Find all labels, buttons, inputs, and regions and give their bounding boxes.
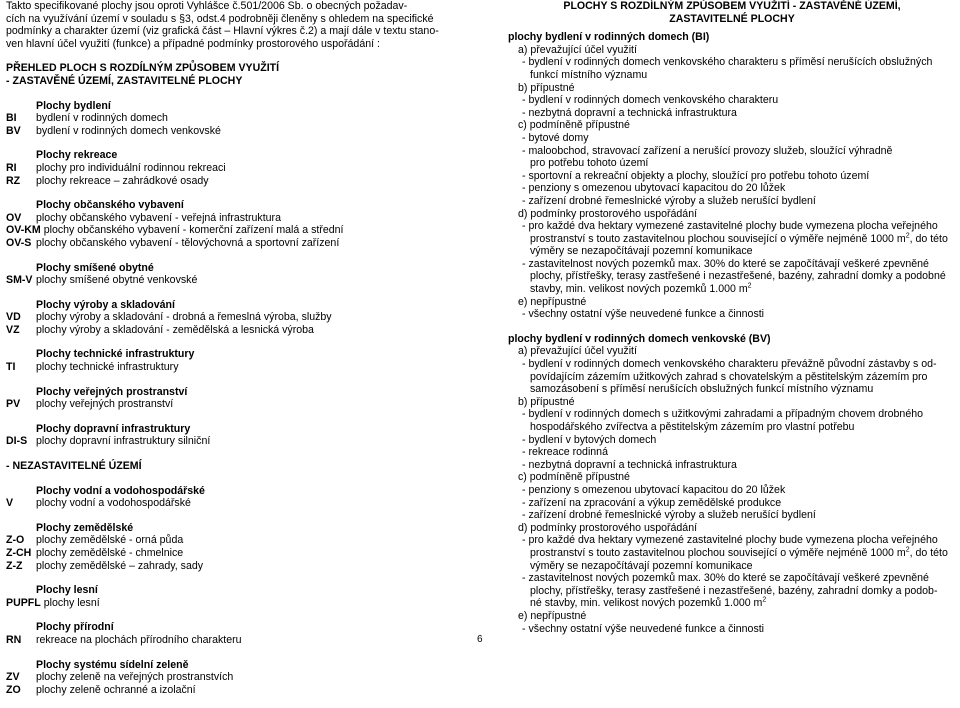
area-description: plochy zemědělské - chmelnice <box>36 547 184 559</box>
condition-text: - pro každé dva hektary vymezené zastavitelné plochy bude vymezena plocha veřejného <box>522 220 938 233</box>
area-type-row <box>6 224 472 237</box>
condition-text: - nezbytná dopravní a technická infrastruktura <box>522 106 737 119</box>
condition-line <box>508 383 956 396</box>
right-column <box>508 0 956 635</box>
built-area-groups <box>6 100 472 460</box>
area-type-row <box>6 597 472 610</box>
area-type-row <box>6 311 472 324</box>
bv-conditions <box>508 345 956 635</box>
category-heading: Plochy rekreace <box>36 149 118 162</box>
condition-line <box>508 371 956 384</box>
area-code: V <box>6 497 14 510</box>
condition-line <box>508 94 956 107</box>
condition-line <box>508 358 956 371</box>
condition-text: plochy, přístřešky, terasy zastřešené i nezastřešené, bazény, zahradní domky a podob- <box>530 584 938 597</box>
area-type-row <box>6 361 472 374</box>
condition-line <box>508 345 956 358</box>
area-description: plochy dopravní infrastruktury silniční <box>36 435 211 448</box>
area-description: bydlení v rodinných domech <box>36 112 168 125</box>
condition-line <box>508 182 956 195</box>
area-type-row <box>6 112 472 125</box>
condition-text-continued: , do této <box>909 546 948 559</box>
condition-line <box>508 509 956 522</box>
area-description: plochy technické infrastruktury <box>36 361 179 374</box>
condition-text: - pro každé dva hektary vymezené zastavitelné plochy bude vymezena plocha veřejného <box>522 534 938 547</box>
condition-text: - rekreace rodinná <box>522 446 608 459</box>
area-description: plochy výroby a skladování - drobná a řemeslná výroba, služby <box>36 311 332 324</box>
bi-heading: plochy bydlení v rodinných domech (BI) <box>508 31 710 44</box>
condition-text: plochy, přístřešky, terasy zastřešené i nezastřešené, bazény, zahradní domky a podobné <box>530 270 946 283</box>
condition-line <box>508 497 956 510</box>
condition-line <box>508 220 956 233</box>
area-code: OV-KM <box>6 224 41 237</box>
category-heading: Plochy technické infrastruktury <box>36 348 195 361</box>
area-code: Z-Z <box>6 559 23 572</box>
area-type-row <box>6 684 472 697</box>
condition-text: - bydlení v rodinných domech s užitkovými zahradami a případným chovem drobného <box>522 408 923 421</box>
area-description: bydlení v rodinných domech venkovské <box>36 124 221 137</box>
area-description: plochy veřejných prostranství <box>36 398 174 411</box>
intro-line: cích na využívání území v souladu s §3, odst.4 podrobněji členěny s ohledem na specifické <box>6 12 434 25</box>
area-type-row <box>6 547 472 560</box>
area-description: plochy vodní a vodohospodářské <box>36 497 191 510</box>
area-code: RI <box>6 161 17 174</box>
condition-line <box>508 308 956 321</box>
condition-line <box>508 82 956 95</box>
overview-title: PŘEHLED PLOCH S ROZDÍLNÝM ZPŮSOBEM VYUŽITÍ <box>6 62 280 75</box>
category-heading: Plochy systému sídelní zeleně <box>36 658 189 671</box>
condition-line <box>508 44 956 57</box>
condition-line <box>508 245 956 258</box>
category-heading: Plochy občanského vybavení <box>36 199 184 212</box>
area-type-row <box>6 435 472 448</box>
condition-text: - nezbytná dopravní a technická infrastruktura <box>522 458 737 471</box>
unit-superscript: 2 <box>905 232 910 240</box>
condition-text: prostranství s touto zastavitelnou plochou související o výměře nejméně 1000 m <box>530 546 906 559</box>
condition-line <box>508 69 956 82</box>
condition-text: - všechny ostatní výše neuvedené funkce a činnosti <box>522 308 765 321</box>
area-description: plochy smíšené obytné venkovské <box>36 274 198 287</box>
area-type-row <box>6 398 472 411</box>
intro-line: podmínky a charakter území (viz grafická část – Hlavní výkres č.2) a mají dále v textu stano- <box>6 25 439 38</box>
left-column <box>6 0 472 708</box>
area-code: Z-CH <box>6 547 32 559</box>
area-type-row <box>6 560 472 573</box>
condition-line <box>508 132 956 145</box>
category-heading: Plochy lesní <box>36 584 98 597</box>
intro-line: Takto specifikované plochy jsou oproti Vyhlášce č.501/2006 Sb. o obecných požadav- <box>6 0 408 12</box>
condition-line <box>508 446 956 459</box>
area-description: plochy pro individuální rodinnou rekreaci <box>36 161 226 174</box>
built-area-title: - ZASTAVĚNÉ ÚZEMÍ, ZASTAVITELNÉ PLOCHY <box>6 74 243 87</box>
area-code: VZ <box>6 323 20 336</box>
condition-line <box>508 484 956 497</box>
intro-paragraph <box>6 0 472 50</box>
area-type-row <box>6 212 472 225</box>
condition-line <box>508 56 956 69</box>
condition-text: né stavby, min. velikost nových pozemků 1.000 m <box>530 597 763 610</box>
condition-line <box>508 145 956 158</box>
condition-text: stavby, min. velikost nových pozemků 1.000 m <box>530 283 748 296</box>
area-code: OV-S <box>6 236 32 249</box>
condition-line <box>508 547 956 560</box>
condition-text: c) podmíněně přípustné <box>518 471 630 484</box>
unbuilt-area-groups <box>6 485 472 708</box>
condition-text: a) převažující účel využití <box>518 345 637 358</box>
condition-line <box>508 534 956 547</box>
condition-line <box>508 208 956 221</box>
unbuilt-area-title: - NEZASTAVITELNÉ ÚZEMÍ <box>6 460 142 473</box>
condition-text: - zařízení drobné řemeslnické výroby a služeb nerušící bydlení <box>522 194 816 207</box>
condition-line <box>508 119 956 132</box>
condition-text: povídajícím zázemím užitkových zahrad s chovatelským a pěstitelským zázemím pro <box>530 370 928 383</box>
condition-line <box>508 623 956 636</box>
condition-text: - bydlení v bytových domech <box>522 433 657 446</box>
condition-line <box>508 572 956 585</box>
condition-text: a) převažující účel využití <box>518 43 637 56</box>
area-type-row <box>6 162 472 175</box>
condition-text: - bydlení v rodinných domech venkovského charakteru převážně původní zástavby s od- <box>522 358 937 371</box>
area-type-row <box>6 534 472 547</box>
area-code: ZV <box>6 671 20 684</box>
area-type-row <box>6 175 472 188</box>
category-heading: Plochy veřejných prostranství <box>36 385 188 398</box>
condition-text: výměry se nezapočítávají pozemní komunikace <box>530 245 753 258</box>
condition-line <box>508 283 956 296</box>
intro-line: ven hlavní účel využití (funkce) a případné podmínky prostorového uspořádání : <box>6 37 380 50</box>
area-code: ZO <box>6 683 21 696</box>
unit-superscript: 2 <box>747 282 752 290</box>
area-code: SM-V <box>6 274 33 287</box>
area-type-row <box>6 125 472 138</box>
condition-text: b) přípustné <box>518 395 575 408</box>
condition-text: hospodářského zvířectva a pěstitelským zázemím pro vlastní potřebu <box>530 421 855 433</box>
area-description: plochy rekreace – zahrádkové osady <box>36 174 209 187</box>
section-title-line2: ZASTAVITELNÉ PLOCHY <box>669 12 795 25</box>
condition-text: - bydlení v rodinných domech venkovského charakteru s příměsí nerušících obslužných <box>522 56 933 69</box>
area-description: plochy lesní <box>43 596 100 609</box>
area-type-row <box>6 237 472 250</box>
area-description: plochy výroby a skladování - zemědělská a lesnická výroba <box>36 323 314 336</box>
category-heading: Plochy smíšené obytné <box>36 261 154 274</box>
area-type-row <box>6 324 472 337</box>
condition-text: - maloobchod, stravovací zařízení a nerušící provozy služeb, sloužící výhradně <box>522 144 893 157</box>
condition-line <box>508 459 956 472</box>
condition-text: funkcí místního významu <box>530 68 648 81</box>
condition-line <box>508 258 956 271</box>
area-description: plochy občanského vybavení - komerční zařízení malá a střední <box>43 224 344 237</box>
condition-line <box>508 233 956 246</box>
condition-line <box>508 597 956 610</box>
condition-line <box>508 560 956 573</box>
condition-text: - bytové domy <box>522 131 589 144</box>
condition-text: - zařízení drobné řemeslnické výroby a služeb nerušící bydlení <box>522 509 816 522</box>
condition-text: b) přípustné <box>518 81 575 94</box>
condition-text: - sportovní a rekreační objekty a plochy, sloužící pro potřebu tohoto území <box>522 169 870 182</box>
category-heading: Plochy bydlení <box>36 99 111 112</box>
area-type-row <box>6 671 472 684</box>
area-description: plochy občanského vybavení - tělovýchovná a sportovní zařízení <box>36 236 340 249</box>
condition-text: e) nepřípustné <box>518 609 587 622</box>
condition-line <box>508 296 956 309</box>
area-code: RZ <box>6 174 21 187</box>
condition-text: c) podmíněně přípustné <box>518 119 630 132</box>
category-heading: Plochy výroby a skladování <box>36 298 175 311</box>
area-code: BI <box>6 112 17 125</box>
area-code: TI <box>6 361 16 374</box>
condition-line <box>508 434 956 447</box>
condition-text: d) podmínky prostorového uspořádání <box>518 521 698 534</box>
bv-heading: plochy bydlení v rodinných domech venkovské (BV) <box>508 332 771 345</box>
area-description: rekreace na plochách přírodního charakteru <box>36 633 242 646</box>
condition-line <box>508 610 956 623</box>
condition-text: d) podmínky prostorového uspořádání <box>518 207 698 220</box>
category-heading: Plochy zemědělské <box>36 521 134 534</box>
section-title-line1: PLOCHY S ROZDÍLNÝM ZPŮSOBEM VYUŽITÍ - ZASTAVĚNÉ ÚZEMÍ, <box>563 0 901 12</box>
condition-text: - všechny ostatní výše neuvedené funkce a činnosti <box>522 622 765 635</box>
condition-text-continued: , do této <box>909 232 948 245</box>
unit-superscript: 2 <box>905 546 910 554</box>
area-code: VD <box>6 311 21 324</box>
area-description: plochy zemědělské - orná půda <box>36 534 184 547</box>
condition-text: - zastavitelnost nových pozemků max. 30% do které se započítávají veškeré zpevněné <box>522 572 929 585</box>
area-type-row <box>6 274 472 287</box>
condition-text: samozásobení s příměsí nerušících obslužných funkcí místního významu <box>530 383 874 396</box>
area-description: plochy zeleně ochranné a izolační <box>36 683 196 696</box>
condition-text: pro potřebu tohoto území <box>530 157 649 170</box>
condition-text: - zastavitelnost nových pozemků max. 30% do které se započítávají veškeré zpevněné <box>522 257 929 270</box>
condition-line <box>508 270 956 283</box>
condition-line <box>508 396 956 409</box>
area-code: Z-O <box>6 534 25 547</box>
category-heading: Plochy dopravní infrastruktury <box>36 422 191 435</box>
area-code: RN <box>6 633 22 646</box>
condition-line <box>508 421 956 434</box>
condition-line <box>508 157 956 170</box>
area-code: BV <box>6 124 21 137</box>
area-code: OV <box>6 211 22 224</box>
condition-line <box>508 107 956 120</box>
area-type-row <box>6 497 472 510</box>
condition-line <box>508 170 956 183</box>
area-code: PV <box>6 398 21 411</box>
condition-line <box>508 585 956 598</box>
condition-line <box>508 522 956 535</box>
area-code: PUPFL <box>6 596 41 609</box>
condition-text: výměry se nezapočítávají pozemní komunikace <box>530 559 753 572</box>
area-description: plochy zemědělské – zahrady, sady <box>36 559 204 572</box>
category-heading: Plochy vodní a vodohospodářské <box>36 484 205 497</box>
condition-line <box>508 471 956 484</box>
bi-conditions <box>508 44 956 321</box>
area-description: plochy občanského vybavení - veřejná infrastruktura <box>36 211 281 224</box>
condition-line <box>508 408 956 421</box>
condition-text: e) nepřípustné <box>518 295 587 308</box>
unit-superscript: 2 <box>762 596 767 604</box>
condition-text: - bydlení v rodinných domech venkovského charakteru <box>522 94 779 107</box>
condition-line <box>508 195 956 208</box>
condition-text: - penziony s omezenou ubytovací kapacitou do 20 lůžek <box>522 182 786 195</box>
condition-text: - zařízení na zpracování a výkup zemědělské produkce <box>522 496 782 509</box>
area-description: plochy zeleně na veřejných prostranstvích <box>36 671 234 684</box>
area-type-row <box>6 634 472 647</box>
condition-text: prostranství s touto zastavitelnou plochou související o výměře nejméně 1000 m <box>530 232 906 245</box>
condition-text: - penziony s omezenou ubytovací kapacitou do 20 lůžek <box>522 483 786 496</box>
area-code: DI-S <box>6 435 28 448</box>
category-heading: Plochy přírodní <box>36 621 114 634</box>
page-number: 6 <box>477 634 483 645</box>
